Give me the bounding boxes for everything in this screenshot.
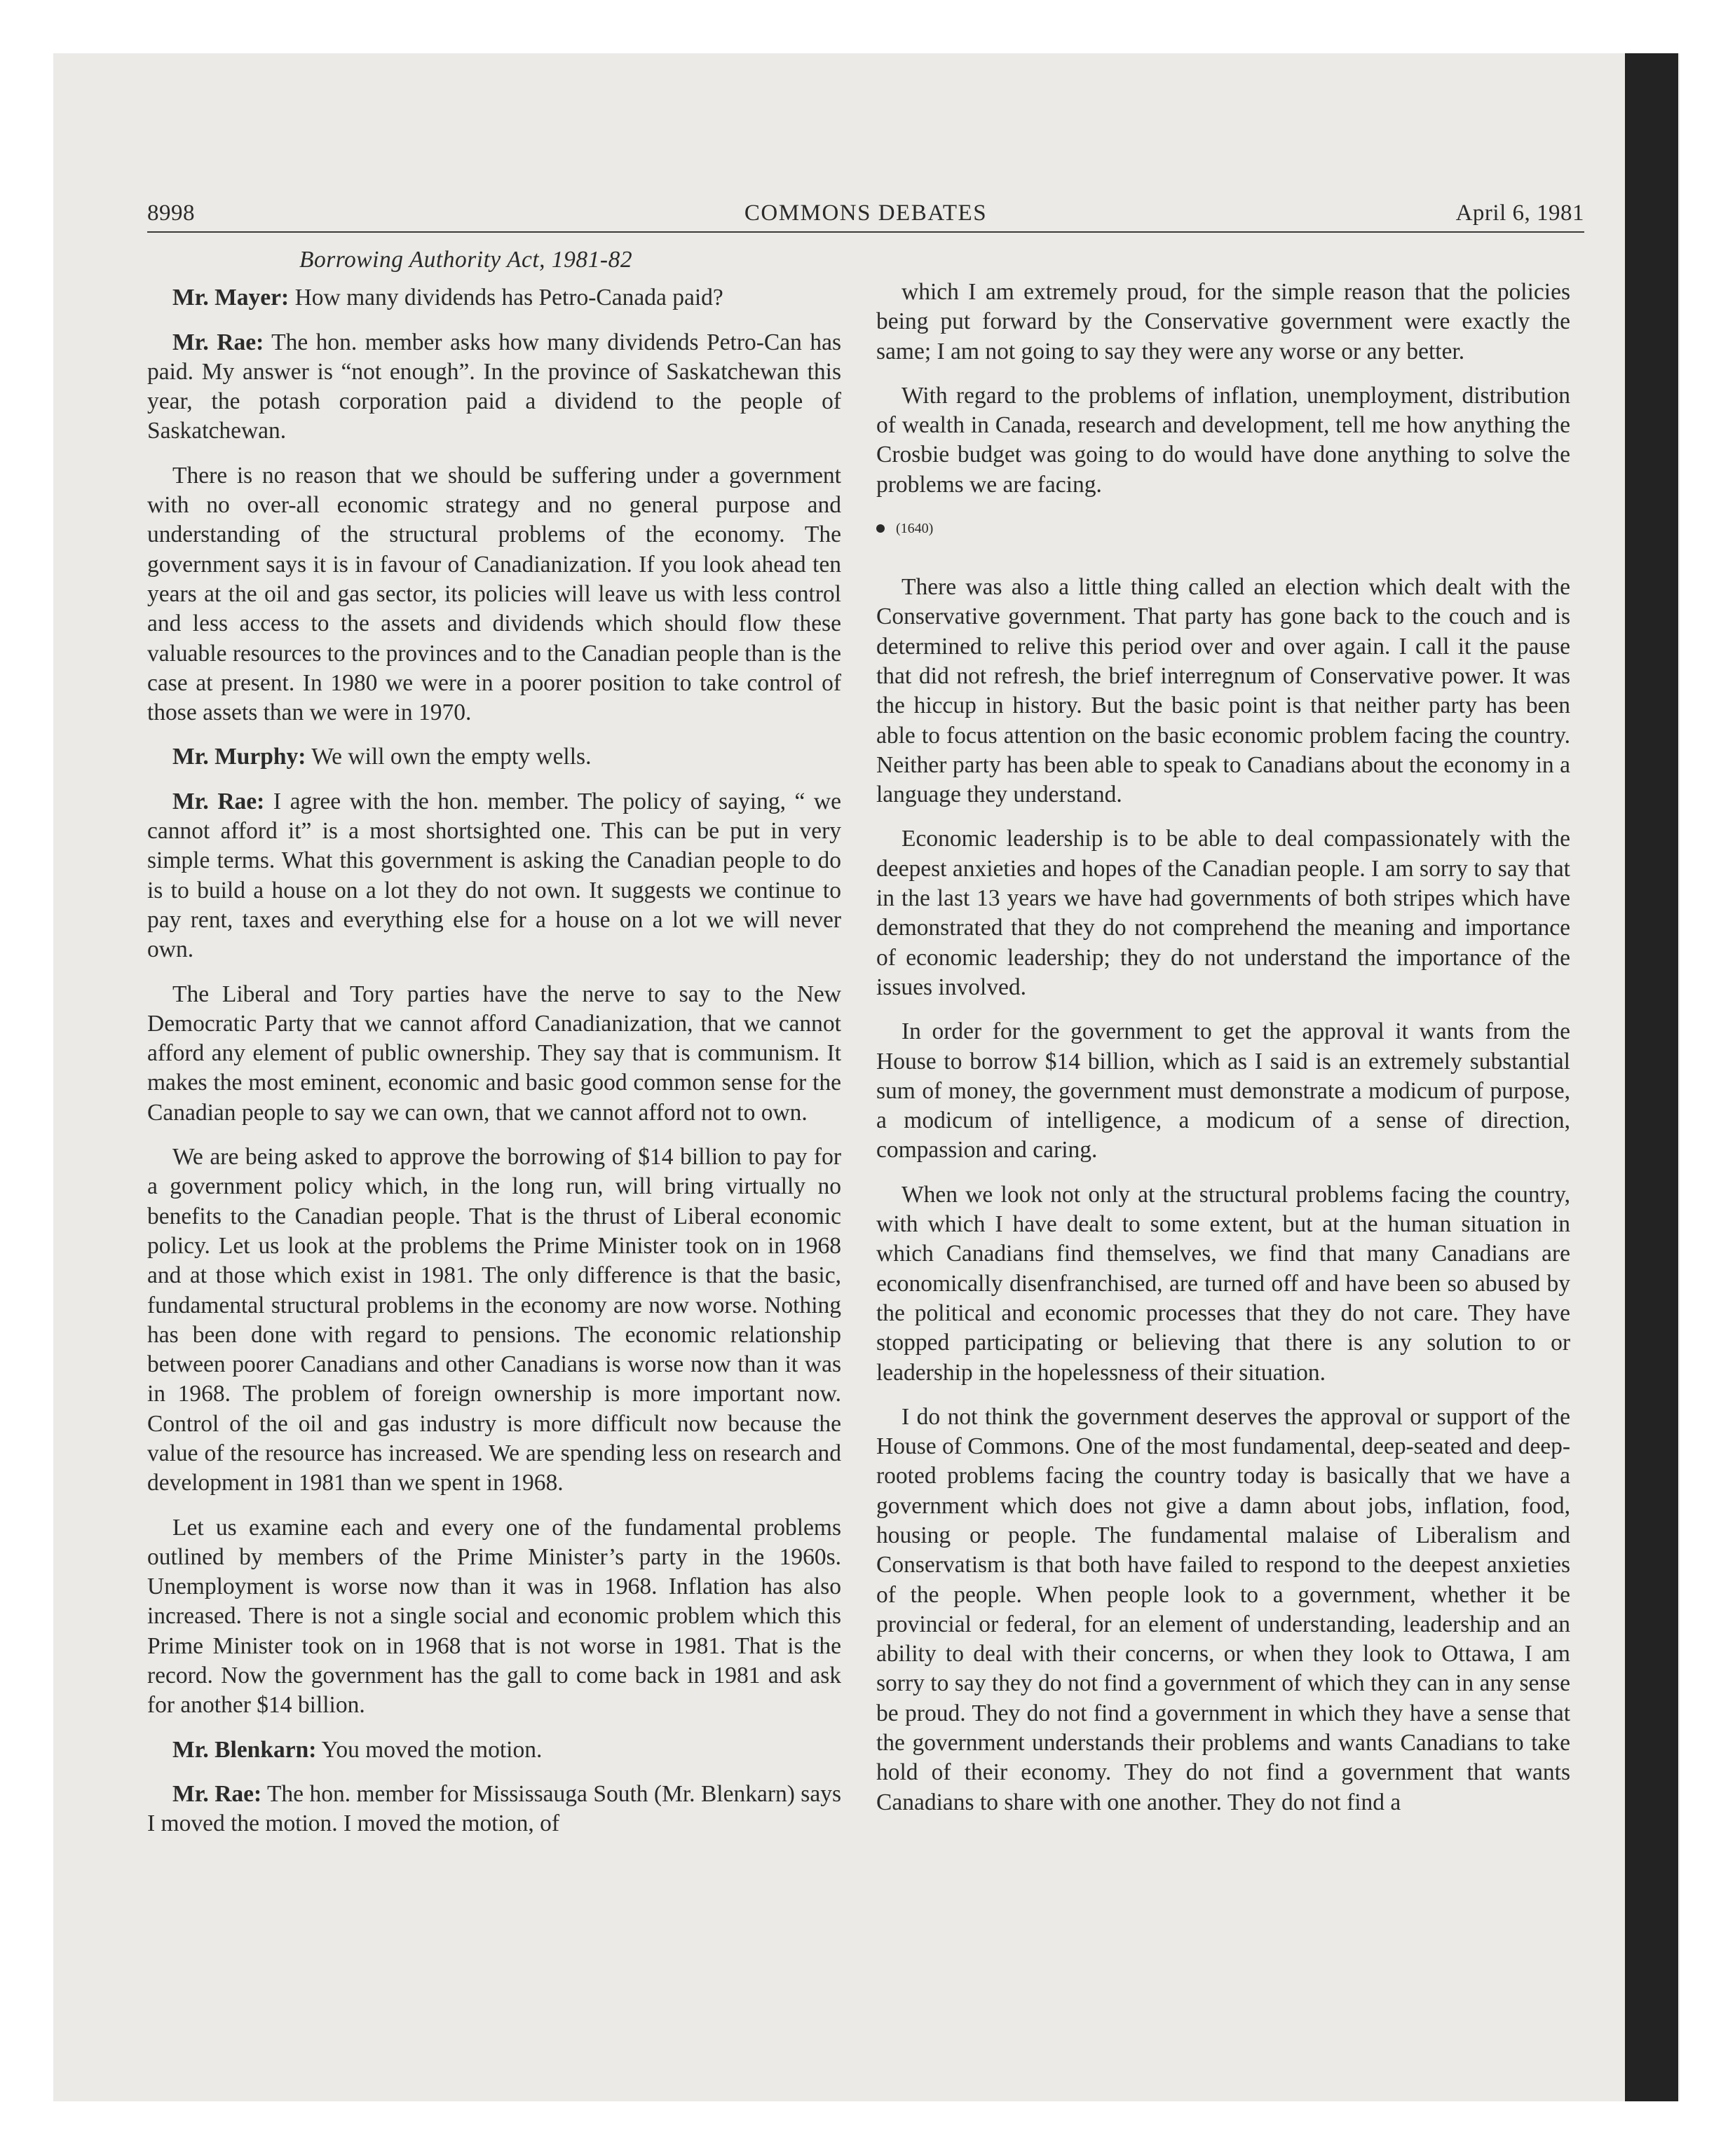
paragraph-text: There is no reason that we should be suffering under a government with no over-all economic strategy and no general purpose and understanding of the structural problems of the economy. The government says it is in favour of Canadianization. If you look ahead ten years at the oil and gas sector, its policies will leave us with less control and less access to the assets and dividends which should flow these valuable resources to the provinces and to the Canadian people than is the case at present. In 1980 we were in a poorer position to take control of those assets than we were in 1970. — [147, 462, 841, 726]
paragraph-text: We are being asked to approve the borrowing of $14 billion to pay for a government policy which, in the long run, will bring virtually no benefits to the Canadian people. That is the thrust of Liberal economic policy. Let us look at the problems the Prime Minister took on in 1968 and at those which exist in 1981. The only difference is that the basic, fundamental structural problems in the economy are now worse. Nothing has been done with regard to pensions. The economic relationship between poorer Canadians and other Canadians is worse now than it was in 1968. The problem of foreign ownership is more important now. Control of the oil and gas industry is more difficult now because the value of the resource has increased. We are spending less on research and development in 1981 than we spent in 1968. — [147, 1144, 841, 1496]
paragraph-text: The hon. member asks how many dividends Petro-Can has paid. My answer is “not enough”. In the province of Saskatchewan this year, the potash corporation paid a dividend to the people of Saskatchewan. — [147, 329, 841, 444]
bullet-icon — [876, 524, 885, 533]
paragraph — [876, 1017, 1570, 1165]
left-column — [147, 245, 841, 1854]
speaker-name: Mr. Murphy: — [172, 744, 306, 770]
section-title: Borrowing Authority Act, 1981-82 — [299, 247, 633, 273]
right-paragraphs-bottom — [876, 573, 1570, 1817]
paragraph-text: We will own the empty wells. — [306, 744, 592, 770]
paragraph — [147, 1513, 841, 1721]
paragraph — [147, 742, 841, 772]
speaker-name: Mr. Mayer: — [172, 285, 290, 311]
timestamp-text: (1640) — [896, 521, 934, 537]
timestamp — [876, 519, 1570, 538]
paragraph — [876, 1403, 1570, 1817]
header-rule — [147, 231, 1584, 233]
paragraph-text: There was also a little thing called an election which dealt with the Conservative government. That party has gone back to the couch and is determined to relive this period over and over again. I call it the pause that did not refresh, the brief interregnum of Conservative power. It was the hiccup in history. But the basic point is that neither party has been able to focus attention on the basic economic problem facing the country. Neither party has been able to speak to Canadians about the economy in a language they understand. — [876, 574, 1570, 808]
running-head — [147, 198, 1584, 228]
paragraph — [876, 278, 1570, 367]
paragraph-text: Let us examine each and every one of the fundamental problems outlined by members of the Prime Minister’s party in the 1960s. Unemployment is worse now than it was in 1968. Inflation has also increased. There is not a single social and economic problem which this Prime Minister took on in 1968 that is not worse in 1981. That is the record. Now the government has the gall to come back in 1981 and ask for another $14 billion. — [147, 1514, 841, 1719]
paragraph — [147, 1735, 841, 1765]
paragraph — [876, 1180, 1570, 1388]
paragraph-text: With regard to the problems of inflation, unemployment, distribution of wealth in Canada, research and development, tell me how anything the Crosbie budget was going to do would have done anything to solve the problems we are facing. — [876, 382, 1570, 498]
left-paragraphs — [147, 283, 841, 1838]
paragraph-text: How many dividends has Petro-Canada paid? — [289, 285, 723, 311]
paragraph-text: I do not think the government deserves the approval or support of the House of Commons. One of the most fundamental, deep-seated and deep-rooted problems facing the country today is basically that we have a government which does not give a damn about jobs, inflation, food, housing or people. The fundamental malaise of Liberalism and Conservatism is that both have failed to respond to the deepest anxieties of the people. When people look to a government, whether it be provincial or federal, for an element of understanding, leadership and an ability to deal with their concerns, or when they look to Ottawa, I am sorry to say they do not find a government of which they can in any sense be proud. They do not find a government in which they have a sense that the government understands their problems and wants Canadians to take hold of their economy. They do not find a government that wants Canadians to share with one another. They do not find a — [876, 1403, 1570, 1815]
paragraph — [876, 824, 1570, 1002]
speaker-name: Mr. Blenkarn: — [172, 1736, 317, 1763]
paragraph-text: Economic leadership is to be able to deal compassionately with the deepest anxieties and hopes of the Canadian people. I am sorry to say that in the last 13 years we have had governments of both stripes which have demonstrated that they do not comprehend the meaning and importance of economic leadership; they do not understand the importance of the issues involved. — [876, 826, 1570, 1000]
paragraph-text: The Liberal and Tory parties have the nerve to say to the New Democratic Party that we cannot afford Canadianization, that we cannot afford any element of public ownership. They say that is communism. It makes the most eminent, economic and basic good common sense for the Canadian people to say we can own, that we cannot afford not to own. — [147, 981, 841, 1126]
paragraph — [147, 1780, 841, 1839]
page-date: April 6, 1981 — [1455, 200, 1584, 226]
speaker-name: Mr. Rae: — [172, 1780, 262, 1807]
right-paragraphs-top — [876, 278, 1570, 500]
page-number: 8998 — [147, 200, 195, 226]
paragraph-text: I agree with the hon. member. The policy of saying, “ we cannot afford it” is a most shortsighted one. This can be put in very simple terms. What this government is asking the Canadian people to do is to build a house on a lot they do not own. It suggests we continue to pay rent, taxes and everything else for a house on a lot we will never own. — [147, 788, 841, 963]
speaker-name: Mr. Rae: — [172, 788, 265, 814]
paragraph-text: When we look not only at the structural problems facing the country, with which I have dealt to some extent, but at the human situation in which Canadians find themselves, we find that many Canadians are economically disenfranchised, are turned off and have been so abused by the political and economic processes that they do not care. They have stopped participating or believing that there is any solution to or leadership in the hopelessness of their situation. — [876, 1181, 1570, 1386]
paragraph — [147, 787, 841, 965]
paragraph — [147, 328, 841, 446]
right-column — [876, 278, 1570, 1832]
paragraph — [876, 381, 1570, 500]
paragraph — [147, 1142, 841, 1499]
paragraph-text: You moved the motion. — [316, 1736, 543, 1763]
paragraph-text: In order for the government to get the approval it wants from the House to borrow $14 billion, which as I said is an extremely substantial sum of money, the government must demonstrate a modicum of purpose, a modicum of intelligence, a modicum of a sense of direction, compassion and caring. — [876, 1018, 1570, 1164]
paragraph — [147, 283, 841, 313]
paragraph-text: which I am extremely proud, for the simple reason that the policies being put forward by the Conservative government were exactly the same; I am not going to say they were any worse or any better. — [876, 279, 1570, 364]
paragraph — [876, 573, 1570, 810]
paragraph-text: The hon. member for Mississauga South (Mr. Blenkarn) says I moved the motion. I moved the motion, of — [147, 1780, 841, 1837]
scan-edge-bar — [1625, 53, 1678, 2101]
paragraph — [147, 980, 841, 1128]
speaker-name: Mr. Rae: — [172, 329, 264, 355]
journal-title: COMMONS DEBATES — [744, 200, 988, 226]
paragraph — [147, 461, 841, 728]
